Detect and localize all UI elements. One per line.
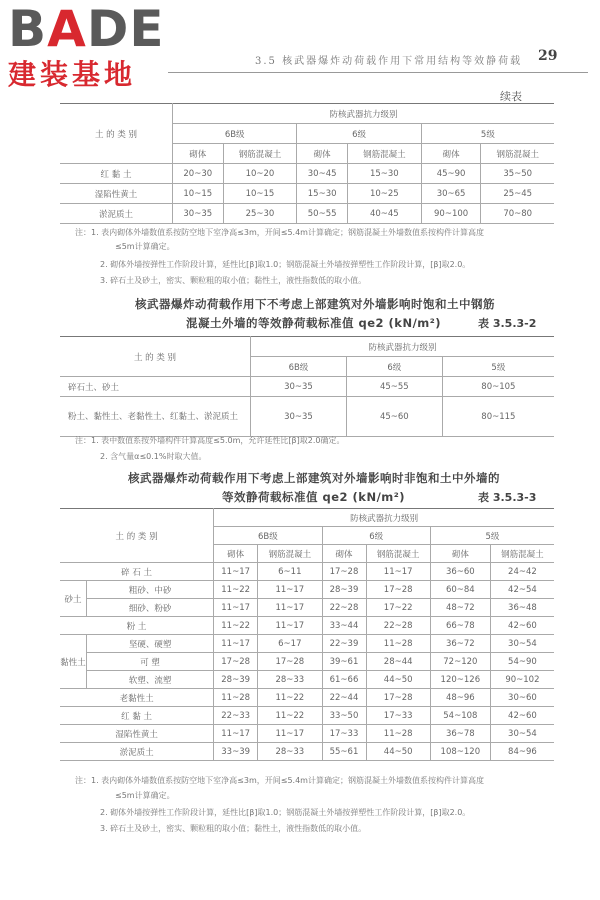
- table-row: [60, 635, 554, 653]
- soil-cell: 红 黏 土: [60, 164, 173, 184]
- table-row: [60, 743, 554, 761]
- value-cell: 42~54: [490, 581, 554, 599]
- value-cell: 30~35: [251, 397, 347, 437]
- value-cell: 44~50: [366, 671, 430, 689]
- value-cell: 40~45: [347, 204, 421, 224]
- table-row: [60, 581, 554, 599]
- sub-header: 钢筋混凝土: [258, 545, 322, 563]
- value-cell: 80~115: [442, 397, 554, 437]
- table-row: [60, 671, 554, 689]
- logo-wordmark: BADE: [8, 0, 165, 58]
- soil-cell: 软塑、流塑: [87, 671, 214, 689]
- soil-cell: 细砂、粉砂: [87, 599, 214, 617]
- level-header: 6级: [346, 357, 442, 377]
- value-cell: 60~84: [430, 581, 490, 599]
- level-header: 6B级: [214, 527, 322, 545]
- table-title: 核武器爆炸动荷载作用下不考虑上部建筑对外墙影响时饱和土中钢筋: [135, 297, 495, 311]
- value-cell: 11~17: [258, 725, 322, 743]
- value-cell: 33~44: [322, 617, 366, 635]
- value-cell: 54~108: [430, 707, 490, 725]
- value-cell: 28~33: [258, 743, 322, 761]
- value-cell: 28~33: [258, 671, 322, 689]
- value-cell: 30~45: [297, 164, 348, 184]
- value-cell: 33~50: [322, 707, 366, 725]
- value-cell: 66~78: [430, 617, 490, 635]
- sub-header: 砌体: [173, 144, 224, 164]
- value-cell: 17~28: [322, 563, 366, 581]
- value-cell: 33~39: [214, 743, 258, 761]
- level-header: 6级: [297, 124, 421, 144]
- table-row: [60, 563, 554, 581]
- value-cell: 36~78: [430, 725, 490, 743]
- value-cell: 11~22: [214, 581, 258, 599]
- table-note: ≤5m计算确定。: [115, 242, 175, 251]
- value-cell: 10~20: [223, 164, 297, 184]
- value-cell: 11~17: [214, 599, 258, 617]
- value-cell: 120~126: [430, 671, 490, 689]
- column-header-soil: 土 的 类 别: [60, 337, 251, 377]
- sub-header: 砌体: [430, 545, 490, 563]
- table-number: 表 3.5.3-3: [478, 491, 537, 504]
- value-cell: 22~44: [322, 689, 366, 707]
- table-continued: [60, 103, 554, 224]
- table-note: 3. 碎石土及砂土，密实、颗粒粗的取小值；黏性土，液性指数低的取小值。: [100, 276, 367, 285]
- value-cell: 36~72: [430, 635, 490, 653]
- value-cell: 30~54: [490, 725, 554, 743]
- value-cell: 24~42: [490, 563, 554, 581]
- value-cell: 15~30: [347, 164, 421, 184]
- brand-logo: [8, 0, 165, 91]
- table-note: ≤5m计算确定。: [115, 791, 175, 800]
- running-header: 3.5 核武器爆炸动荷载作用下常用结构等效静荷载: [255, 56, 523, 67]
- value-cell: 11~28: [366, 725, 430, 743]
- table-row: [60, 689, 554, 707]
- value-cell: 28~39: [322, 581, 366, 599]
- table-note: 注：1. 表中数值系按外墙构件计算高度≤5.0m，允许延性比[β]取2.0确定。: [75, 436, 345, 445]
- header-rule: [168, 72, 588, 73]
- soil-group-cell: 砂土: [60, 581, 87, 617]
- table-row: [60, 164, 554, 184]
- soil-group-cell: 黏性土: [60, 635, 87, 689]
- value-cell: 17~28: [258, 653, 322, 671]
- value-cell: 61~66: [322, 671, 366, 689]
- sub-header: 钢筋混凝土: [481, 144, 554, 164]
- sub-header: 砌体: [297, 144, 348, 164]
- value-cell: 55~61: [322, 743, 366, 761]
- soil-cell: 粉 土: [60, 617, 214, 635]
- soil-cell: 碎石土、砂土: [60, 377, 251, 397]
- soil-cell: 老黏性土: [60, 689, 214, 707]
- value-cell: 70~80: [481, 204, 554, 224]
- sub-header: 砌体: [421, 144, 481, 164]
- value-cell: 22~28: [366, 617, 430, 635]
- table-title: 核武器爆炸动荷载作用下考虑上部建筑对外墙影响时非饱和土中外墙的: [128, 471, 500, 485]
- value-cell: 11~17: [214, 563, 258, 581]
- value-cell: 45~60: [346, 397, 442, 437]
- value-cell: 25~45: [481, 184, 554, 204]
- soil-cell: 粉土、黏性土、老黏性土、红黏土、淤泥质土: [60, 397, 251, 437]
- table-note: 2. 含气量α≤0.1%时取大值。: [100, 452, 207, 461]
- table-unsaturated-soil: [60, 508, 554, 761]
- value-cell: 28~39: [214, 671, 258, 689]
- value-cell: 28~44: [366, 653, 430, 671]
- table-row: [60, 599, 554, 617]
- value-cell: 22~39: [322, 635, 366, 653]
- table-title: 混凝土外墙的等效静荷载标准值 qe2 (kN/m²): [186, 316, 442, 330]
- table-row: [60, 397, 554, 437]
- value-cell: 84~96: [490, 743, 554, 761]
- value-cell: 10~25: [347, 184, 421, 204]
- soil-cell: 可 塑: [87, 653, 214, 671]
- soil-cell: 红 黏 土: [60, 707, 214, 725]
- table-note: 3. 碎石土及砂土，密实、颗粒粗的取小值；黏性土，液性指数低的取小值。: [100, 824, 367, 833]
- table-row: [60, 707, 554, 725]
- value-cell: 30~54: [490, 635, 554, 653]
- value-cell: 72~120: [430, 653, 490, 671]
- value-cell: 30~35: [251, 377, 347, 397]
- value-cell: 80~105: [442, 377, 554, 397]
- table-number: 表 3.5.3-2: [478, 317, 537, 330]
- value-cell: 11~28: [214, 689, 258, 707]
- sub-header: 钢筋混凝土: [366, 545, 430, 563]
- value-cell: 36~60: [430, 563, 490, 581]
- value-cell: 22~33: [214, 707, 258, 725]
- value-cell: 10~15: [223, 184, 297, 204]
- value-cell: 45~55: [346, 377, 442, 397]
- value-cell: 42~60: [490, 707, 554, 725]
- column-header-soil: 土 的 类 别: [60, 104, 173, 164]
- value-cell: 42~60: [490, 617, 554, 635]
- value-cell: 44~50: [366, 743, 430, 761]
- value-cell: 39~61: [322, 653, 366, 671]
- value-cell: 30~35: [173, 204, 224, 224]
- table-row: [60, 653, 554, 671]
- sub-header: 砌体: [322, 545, 366, 563]
- value-cell: 10~15: [173, 184, 224, 204]
- table-saturated-soil: [60, 336, 554, 437]
- table-row: [60, 204, 554, 224]
- value-cell: 11~17: [258, 617, 322, 635]
- sub-header: 钢筋混凝土: [490, 545, 554, 563]
- soil-cell: 湿陷性黄土: [60, 725, 214, 743]
- soil-cell: 碎 石 土: [60, 563, 214, 581]
- logo-subtitle: 建装基地: [8, 58, 137, 91]
- value-cell: 17~28: [366, 581, 430, 599]
- value-cell: 50~55: [297, 204, 348, 224]
- value-cell: 54~90: [490, 653, 554, 671]
- value-cell: 11~17: [214, 635, 258, 653]
- column-group-header: 防核武器抗力级别: [173, 104, 555, 124]
- column-group-header: 防核武器抗力级别: [214, 509, 554, 527]
- value-cell: 90~102: [490, 671, 554, 689]
- table-note: 2. 砌体外墙按弹性工作阶段计算，延性比[β]取1.0；钢筋混凝土外墙按弹塑性工作阶段计算，[β]取2.0。: [100, 808, 471, 817]
- value-cell: 11~22: [214, 617, 258, 635]
- table-title: 等效静荷载标准值 qe2 (kN/m²): [222, 490, 406, 504]
- value-cell: 48~72: [430, 599, 490, 617]
- level-header: 5级: [430, 527, 554, 545]
- sub-header: 钢筋混凝土: [347, 144, 421, 164]
- value-cell: 22~28: [322, 599, 366, 617]
- column-header-soil: 土 的 类 别: [60, 509, 214, 563]
- value-cell: 11~17: [258, 581, 322, 599]
- level-header: 5级: [421, 124, 554, 144]
- value-cell: 11~22: [258, 689, 322, 707]
- value-cell: 6~11: [258, 563, 322, 581]
- value-cell: 17~33: [322, 725, 366, 743]
- sub-header: 钢筋混凝土: [223, 144, 297, 164]
- soil-cell: 坚硬、硬塑: [87, 635, 214, 653]
- table-row: [60, 617, 554, 635]
- soil-cell: 淤泥质土: [60, 204, 173, 224]
- value-cell: 11~17: [366, 563, 430, 581]
- value-cell: 17~28: [214, 653, 258, 671]
- value-cell: 30~60: [490, 689, 554, 707]
- level-header: 6B级: [251, 357, 347, 377]
- value-cell: 25~30: [223, 204, 297, 224]
- value-cell: 45~90: [421, 164, 481, 184]
- table-note: 2. 砌体外墙按弹性工作阶段计算，延性比[β]取1.0；钢筋混凝土外墙按弹塑性工作阶段计算，[β]取2.0。: [100, 260, 471, 269]
- soil-cell: 淤泥质土: [60, 743, 214, 761]
- value-cell: 35~50: [481, 164, 554, 184]
- value-cell: 17~22: [366, 599, 430, 617]
- table-note: 注：1. 表内砌体外墙数值系按防空地下室净高≤3m，开间≤5.4m计算确定；钢筋混凝土外墙数值系按构件计算高度: [75, 776, 484, 785]
- value-cell: 11~28: [366, 635, 430, 653]
- value-cell: 6~17: [258, 635, 322, 653]
- table-row: [60, 725, 554, 743]
- value-cell: 15~30: [297, 184, 348, 204]
- soil-cell: 粗砂、中砂: [87, 581, 214, 599]
- value-cell: 108~120: [430, 743, 490, 761]
- table-note: 注：1. 表内砌体外墙数值系按防空地下室净高≤3m，开间≤5.4m计算确定；钢筋混凝土外墙数值系按构件计算高度: [75, 228, 484, 237]
- value-cell: 90~100: [421, 204, 481, 224]
- sub-header: 砌体: [214, 545, 258, 563]
- column-group-header: 防核武器抗力级别: [251, 337, 555, 357]
- level-header: 5级: [442, 357, 554, 377]
- value-cell: 11~17: [258, 599, 322, 617]
- value-cell: 20~30: [173, 164, 224, 184]
- value-cell: 11~17: [214, 725, 258, 743]
- level-header: 6B级: [173, 124, 297, 144]
- value-cell: 11~22: [258, 707, 322, 725]
- value-cell: 48~96: [430, 689, 490, 707]
- level-header: 6级: [322, 527, 430, 545]
- soil-cell: 湿陷性黄土: [60, 184, 173, 204]
- table-row: [60, 184, 554, 204]
- value-cell: 17~33: [366, 707, 430, 725]
- table-row: [60, 377, 554, 397]
- value-cell: 36~48: [490, 599, 554, 617]
- value-cell: 30~65: [421, 184, 481, 204]
- page-number: 29: [538, 48, 558, 64]
- table-continued-label: 续表: [500, 90, 522, 103]
- value-cell: 17~28: [366, 689, 430, 707]
